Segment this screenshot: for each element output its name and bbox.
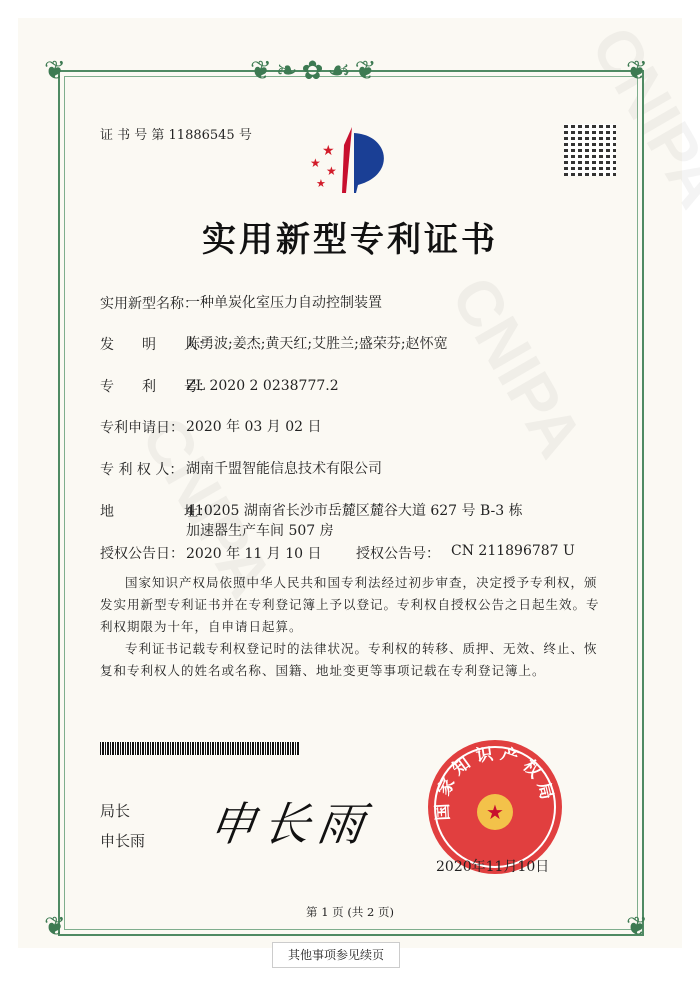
continued-note: 其他事项参见续页 — [272, 942, 400, 968]
seal-text: 国家知识产权局 — [432, 743, 558, 821]
signature: 申长雨 — [205, 797, 376, 851]
field-value: 2020 年 03 月 02 日 — [186, 419, 322, 435]
field-label: 专 利 号： — [100, 379, 212, 395]
field-label: 发 明 人： — [100, 337, 212, 353]
ornament-top-icon: ❦❧✿☙❦ — [250, 56, 381, 86]
field-label: 实用新型名称： — [100, 296, 198, 312]
field-label: 地 址： — [100, 504, 212, 520]
ornament-corner-icon: ❦ — [44, 56, 66, 86]
svg-text:★: ★ — [326, 164, 337, 178]
svg-text:★: ★ — [316, 177, 326, 190]
certificate-number: 证 书 号 第 11886545 号 — [100, 128, 252, 143]
barcode-icon — [100, 742, 300, 755]
legal-paragraph: 专利证书记载专利权登记时的法律状况。专利权的转移、质押、无效、终止、恢复和专利权人的姓名或名称、国籍、地址变更等事项记载在专利登记簿上。 — [100, 641, 598, 678]
field-value: 陈勇波;姜杰;黄天红;艾胜兰;盛荣芬;赵怀宽 — [186, 336, 448, 352]
svg-text:★: ★ — [310, 156, 321, 170]
field-value: 一种单炭化室压力自动控制装置 — [186, 295, 382, 311]
field-row — [100, 501, 536, 541]
field-row — [100, 293, 536, 313]
field-label: 专利申请日： — [100, 420, 184, 436]
field-value: 410205 湖南省长沙市岳麓区麓谷大道 627 号 B-3 栋加速器生产车间 507 房 — [186, 503, 523, 539]
signatory-name: 申长雨 — [100, 832, 146, 850]
ornament-corner-icon: ❦ — [626, 56, 648, 86]
field-value: ZL 2020 2 0238777.2 — [186, 378, 339, 394]
svg-text:★: ★ — [486, 800, 504, 824]
field-row — [100, 334, 536, 354]
field-row — [100, 543, 575, 563]
field-value: 2020 年 11 月 10 日 — [186, 546, 322, 562]
field-value: 湖南千盟智能信息技术有限公司 — [186, 461, 382, 477]
qr-code-icon — [564, 124, 616, 176]
cnipa-logo-icon — [300, 125, 400, 195]
seal-date: 2020年11月10日 — [436, 859, 550, 875]
field-row — [100, 376, 536, 396]
field-label: 专 利 权 人： — [100, 462, 184, 478]
legal-paragraph: 国家知识产权局依照中华人民共和国专利法经过初步审查，决定授予专利权，颁发实用新型专利证书并在专利登记簿上予以登记。专利权自授权公告之日起生效。专利权期限为十年，自申请日起算。 — [100, 575, 600, 634]
field-value: CN 211896787 U — [451, 543, 575, 559]
ornament-corner-icon: ❦ — [44, 912, 66, 942]
svg-text:★: ★ — [322, 143, 335, 159]
page-number: 第 1 页 (共 2 页) — [306, 905, 394, 919]
field-label: 授权公告日： — [100, 546, 184, 562]
official-seal — [428, 740, 562, 874]
field-row — [100, 417, 536, 437]
ornament-corner-icon: ❦ — [626, 912, 648, 942]
field-row — [100, 459, 536, 479]
field-label: 授权公告号： — [356, 546, 440, 562]
signatory-title: 局长 — [100, 802, 131, 820]
page-title: 实用新型专利证书 — [202, 220, 498, 260]
